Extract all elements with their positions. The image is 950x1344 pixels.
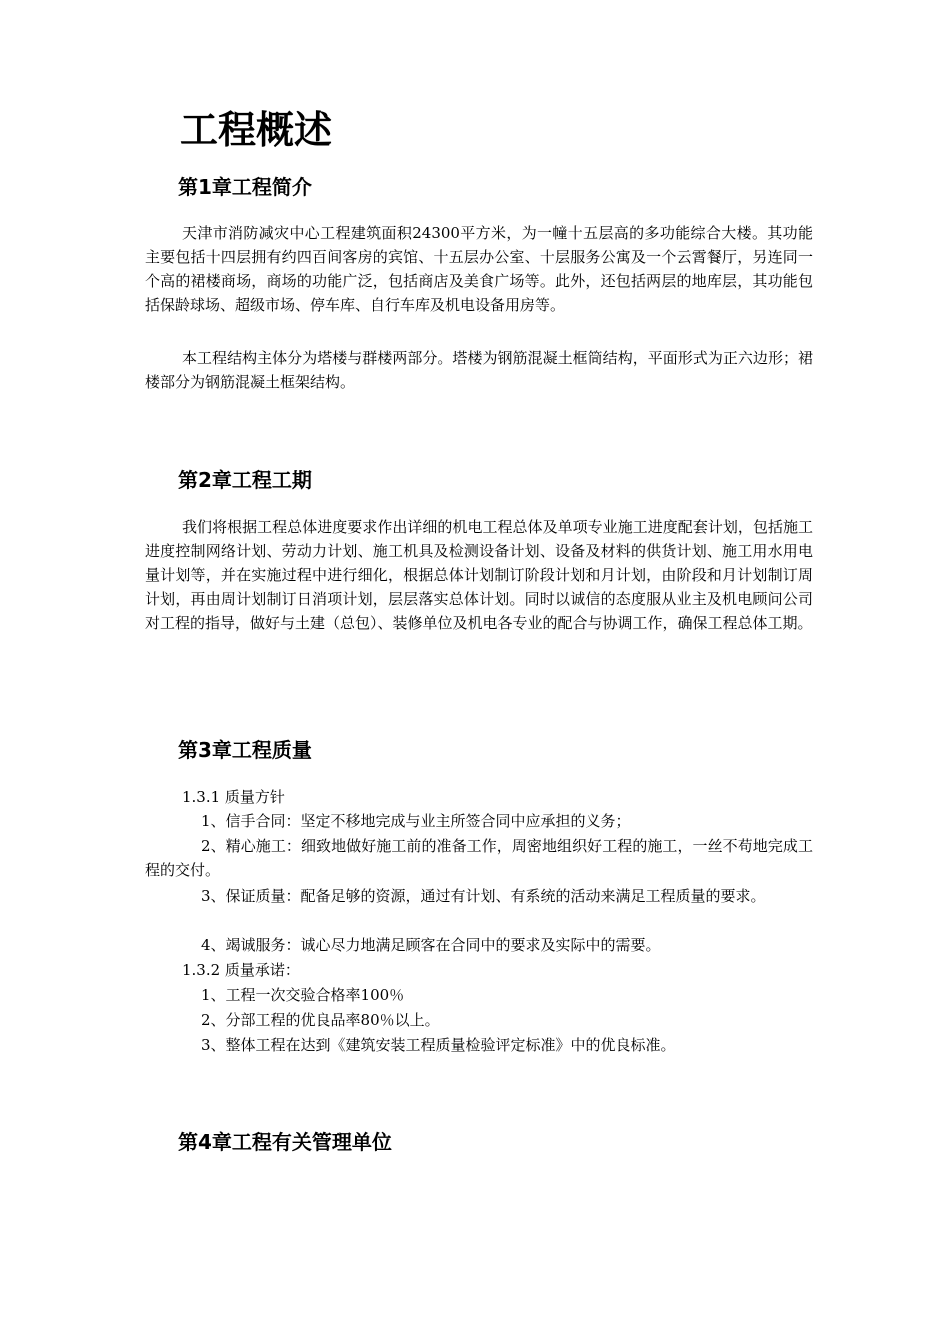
quality-commitment-item: 1、工程一次交验合格率100％	[201, 986, 405, 1004]
quality-policy-item: 1、信手合同：坚定不移地完成与业主所签合同中应承担的义务；	[201, 812, 631, 830]
quality-policy-item: 2、精心施工：细致地做好施工前的准备工作，周密地组织好工程的施工，一丝不苟地完成工程的交付。	[145, 837, 813, 879]
quality-policy-title: 1.3.1 质量方针	[182, 788, 285, 806]
chapter-3-heading: 第3章工程质量	[178, 738, 312, 762]
quality-policy-item: 3、保证质量：配备足够的资源，通过有计划、有系统的活动来满足工程质量的要求。	[201, 887, 766, 905]
quality-commitment-item: 2、分部工程的优良品率80％以上。	[201, 1011, 440, 1029]
chapter-1-paragraph-1: 天津市消防减灾中心工程建筑面积24300平方米，为一幢十五层高的多功能综合大楼。其功能主要包括十四层拥有约四百间客房的宾馆、十五层办公室、十层服务公寓及一个云霄餐厅，另连同一个高的裙楼商场，商场的功能广泛，包括商店及美食广场等。此外，还包括两层的地库层，其功能包括保龄球场、超级市场、停车库、自行车库及机电设备用房等。	[145, 224, 813, 314]
quality-policy-item: 4、竭诚服务：诚心尽力地满足顾客在合同中的要求及实际中的需要。	[201, 936, 661, 954]
quality-commitment-item: 3、整体工程在达到《建筑安装工程质量检验评定标准》中的优良标准。	[201, 1036, 676, 1054]
chapter-1-paragraph-2: 本工程结构主体分为塔楼与群楼两部分。塔楼为钢筋混凝土框筒结构，平面形式为正六边形；裙楼部分为钢筋混凝土框架结构。	[145, 349, 813, 391]
chapter-1-heading: 第1章工程简介	[178, 175, 312, 199]
chapter-4-heading: 第4章工程有关管理单位	[178, 1130, 392, 1154]
quality-commitment-title: 1.3.2 质量承诺：	[182, 961, 300, 979]
page-title: 工程概述	[180, 108, 333, 152]
chapter-2-heading: 第2章工程工期	[178, 468, 312, 492]
chapter-2-paragraph: 我们将根据工程总体进度要求作出详细的机电工程总体及单项专业施工进度配套计划，包括施工进度控制网络计划、劳动力计划、施工机具及检测设备计划、设备及材料的供货计划、施工用水用电量计划等，并在实施过程中进行细化，根据总体计划制订阶段计划和月计划，由阶段和月计划制订周计划，再由周计划制订日消项计划，层层落实总体计划。同时以诚信的态度服从业主及机电顾问公司对工程的指导，做好与土建（总包）、装修单位及机电各专业的配合与协调工作，确保工程总体工期。	[145, 518, 813, 632]
